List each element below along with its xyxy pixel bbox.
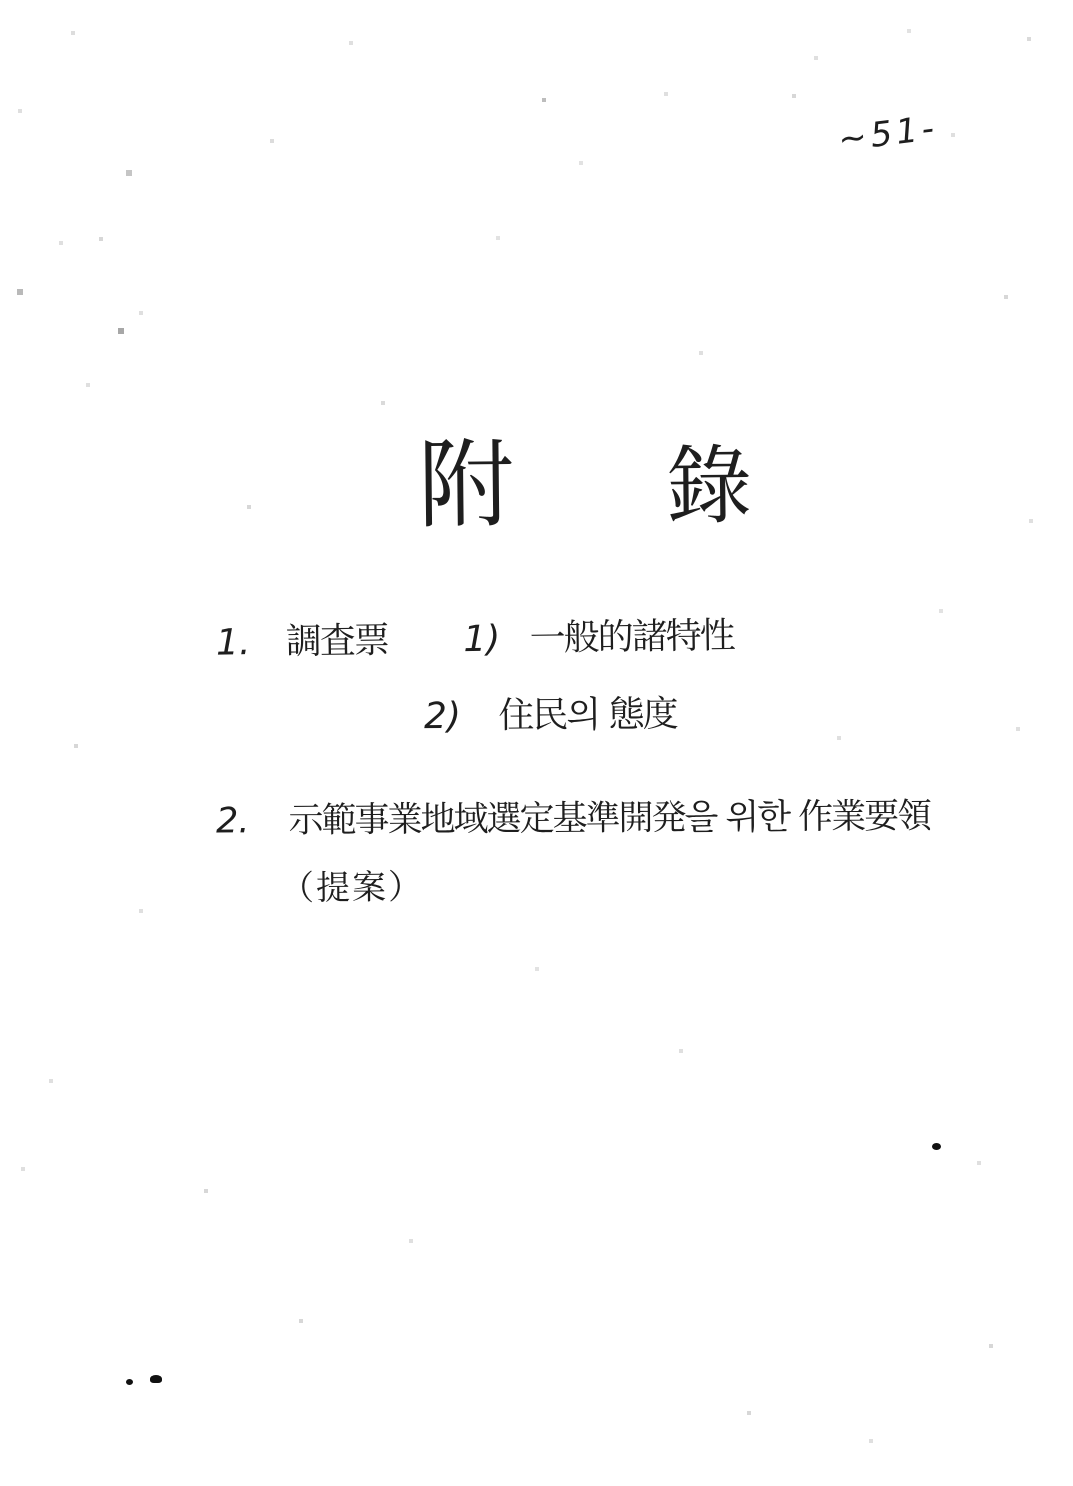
item-1-sub-2-marker: 2) [423,695,462,738]
scan-noise-speckles [0,0,2,2]
list-item-1 [216,614,734,664]
item-1-label: 調査票 [285,620,389,663]
ink-speck [150,1375,162,1383]
item-1-marker: 1. [215,622,251,664]
title-char-first: 附 [417,428,515,542]
title-char-second: 錄 [665,436,753,538]
list-item-2 [216,796,931,843]
item-2-note: （提案） [279,867,425,909]
ink-speck [126,1379,133,1385]
list-item-1-sub-2 [424,693,677,738]
item-1-sub-1-text: 一般的諸特性 [529,615,734,660]
item-1-sub-1-marker: 1) [462,618,501,661]
item-2-marker: 2. [215,801,250,842]
ink-speck [932,1143,941,1150]
item-2-text: 示範事業地域選定基準開発을 위한 作業要領 [288,796,931,841]
page-number: ~51- [835,108,941,160]
item-1-sub-2-text: 住民의 態度 [498,693,677,737]
document-title [417,428,753,542]
